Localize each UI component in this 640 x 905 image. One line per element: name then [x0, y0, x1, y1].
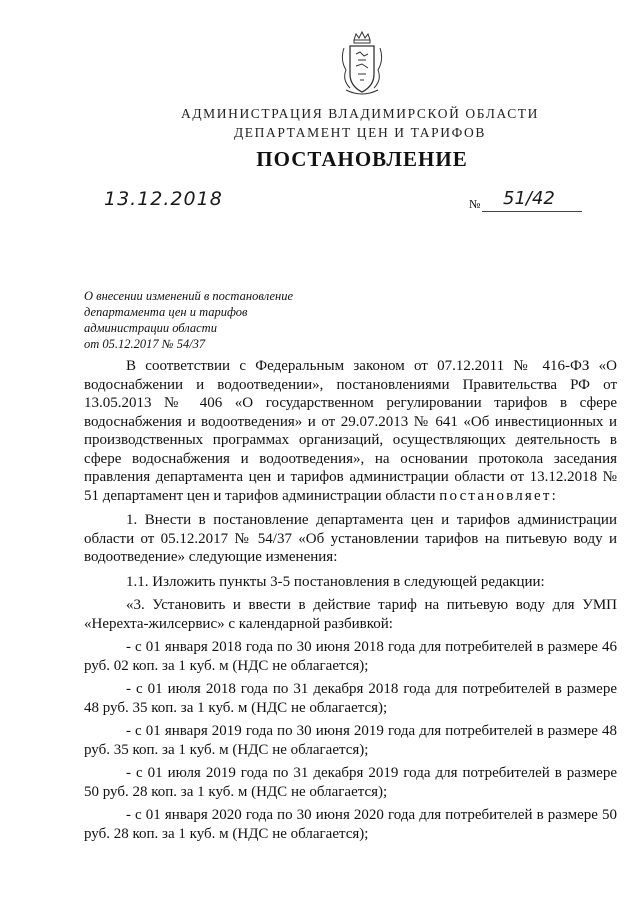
item-1-1-paragraph: 1.1. Изложить пункты 3-5 постановления в следующей редакции:	[126, 573, 545, 590]
document-number: 51/42	[503, 188, 555, 209]
item-3-paragraph: «3. Установить и ввести в действие тариф на питьевую воду для УМП «Нерехта-жилсервис» с календарной разбивкой:	[84, 597, 617, 632]
resolves-word: постановляет:	[439, 487, 558, 504]
subject-line: О внесении изменений в постановление	[84, 289, 294, 303]
number-sign: №	[469, 197, 481, 211]
subject-line: администрации области	[84, 321, 217, 335]
subject-line: от 05.12.2017 № 54/37	[84, 337, 206, 351]
subject-block	[84, 288, 334, 352]
subject-line: департамента цен и тарифов	[84, 305, 248, 319]
coat-of-arms-icon	[336, 30, 388, 98]
number-underline	[482, 211, 582, 212]
item-1-paragraph: 1. Внести в постановление департамента цен и тарифов администрации области от 05.12.2017 № 54/37 «Об установлении тарифов на питьевую воду и водоотведение» следующие изменения:	[84, 512, 617, 565]
document-body	[84, 357, 617, 848]
tariff-line: - с 01 января 2019 года по 30 июня 2019 года для потребителей в размере 48 руб. 35 коп. за 1 куб. м (НДС не облагается);	[84, 723, 617, 758]
preamble-text: В соответствии с Федеральным законом от 07.12.2011 № 416-ФЗ «О водоснабжении и водоотведении», постановлениями Правительства РФ от 13.05.2013 № 406 «О государственном регулировании тарифов в сфере водоснабжения и водоотведения» и от 29.07.2013 № 641 «Об инвестиционных и производственных программах организаций, осуществляющих деятельность в сфере водоснабжения и водоотведения», на основании протокола заседания правления департамента цен и тарифов администрации области от 13.12.2018 № 51 департамент цен и тарифов администрации области	[84, 358, 617, 504]
preamble-paragraph	[84, 357, 617, 505]
document-date: 13.12.2018	[104, 188, 223, 210]
organization-name: АДМИНИСТРАЦИЯ ВЛАДИМИРСКОЙ ОБЛАСТИ	[181, 106, 539, 121]
department-name: ДЕПАРТАМЕНТ ЦЕН И ТАРИФОВ	[234, 125, 486, 140]
tariff-line: - с 01 июля 2018 года по 31 декабря 2018 года для потребителей в размере 48 руб. 35 коп. за 1 куб. м (НДС не облагается);	[84, 681, 617, 716]
tariff-line: - с 01 января 2018 года по 30 июня 2018 года для потребителей в размере 46 руб. 02 коп. за 1 куб. м (НДС не облагается);	[84, 639, 617, 674]
tariff-line: - с 01 июля 2019 года по 31 декабря 2019 года для потребителей в размере 50 руб. 28 коп. за 1 куб. м (НДС не облагается);	[84, 765, 617, 800]
document-title: ПОСТАНОВЛЕНИЕ	[256, 147, 468, 171]
tariff-line: - с 01 января 2020 года по 30 июня 2020 года для потребителей в размере 50 руб. 28 коп. за 1 куб. м (НДС не облагается);	[84, 807, 617, 842]
